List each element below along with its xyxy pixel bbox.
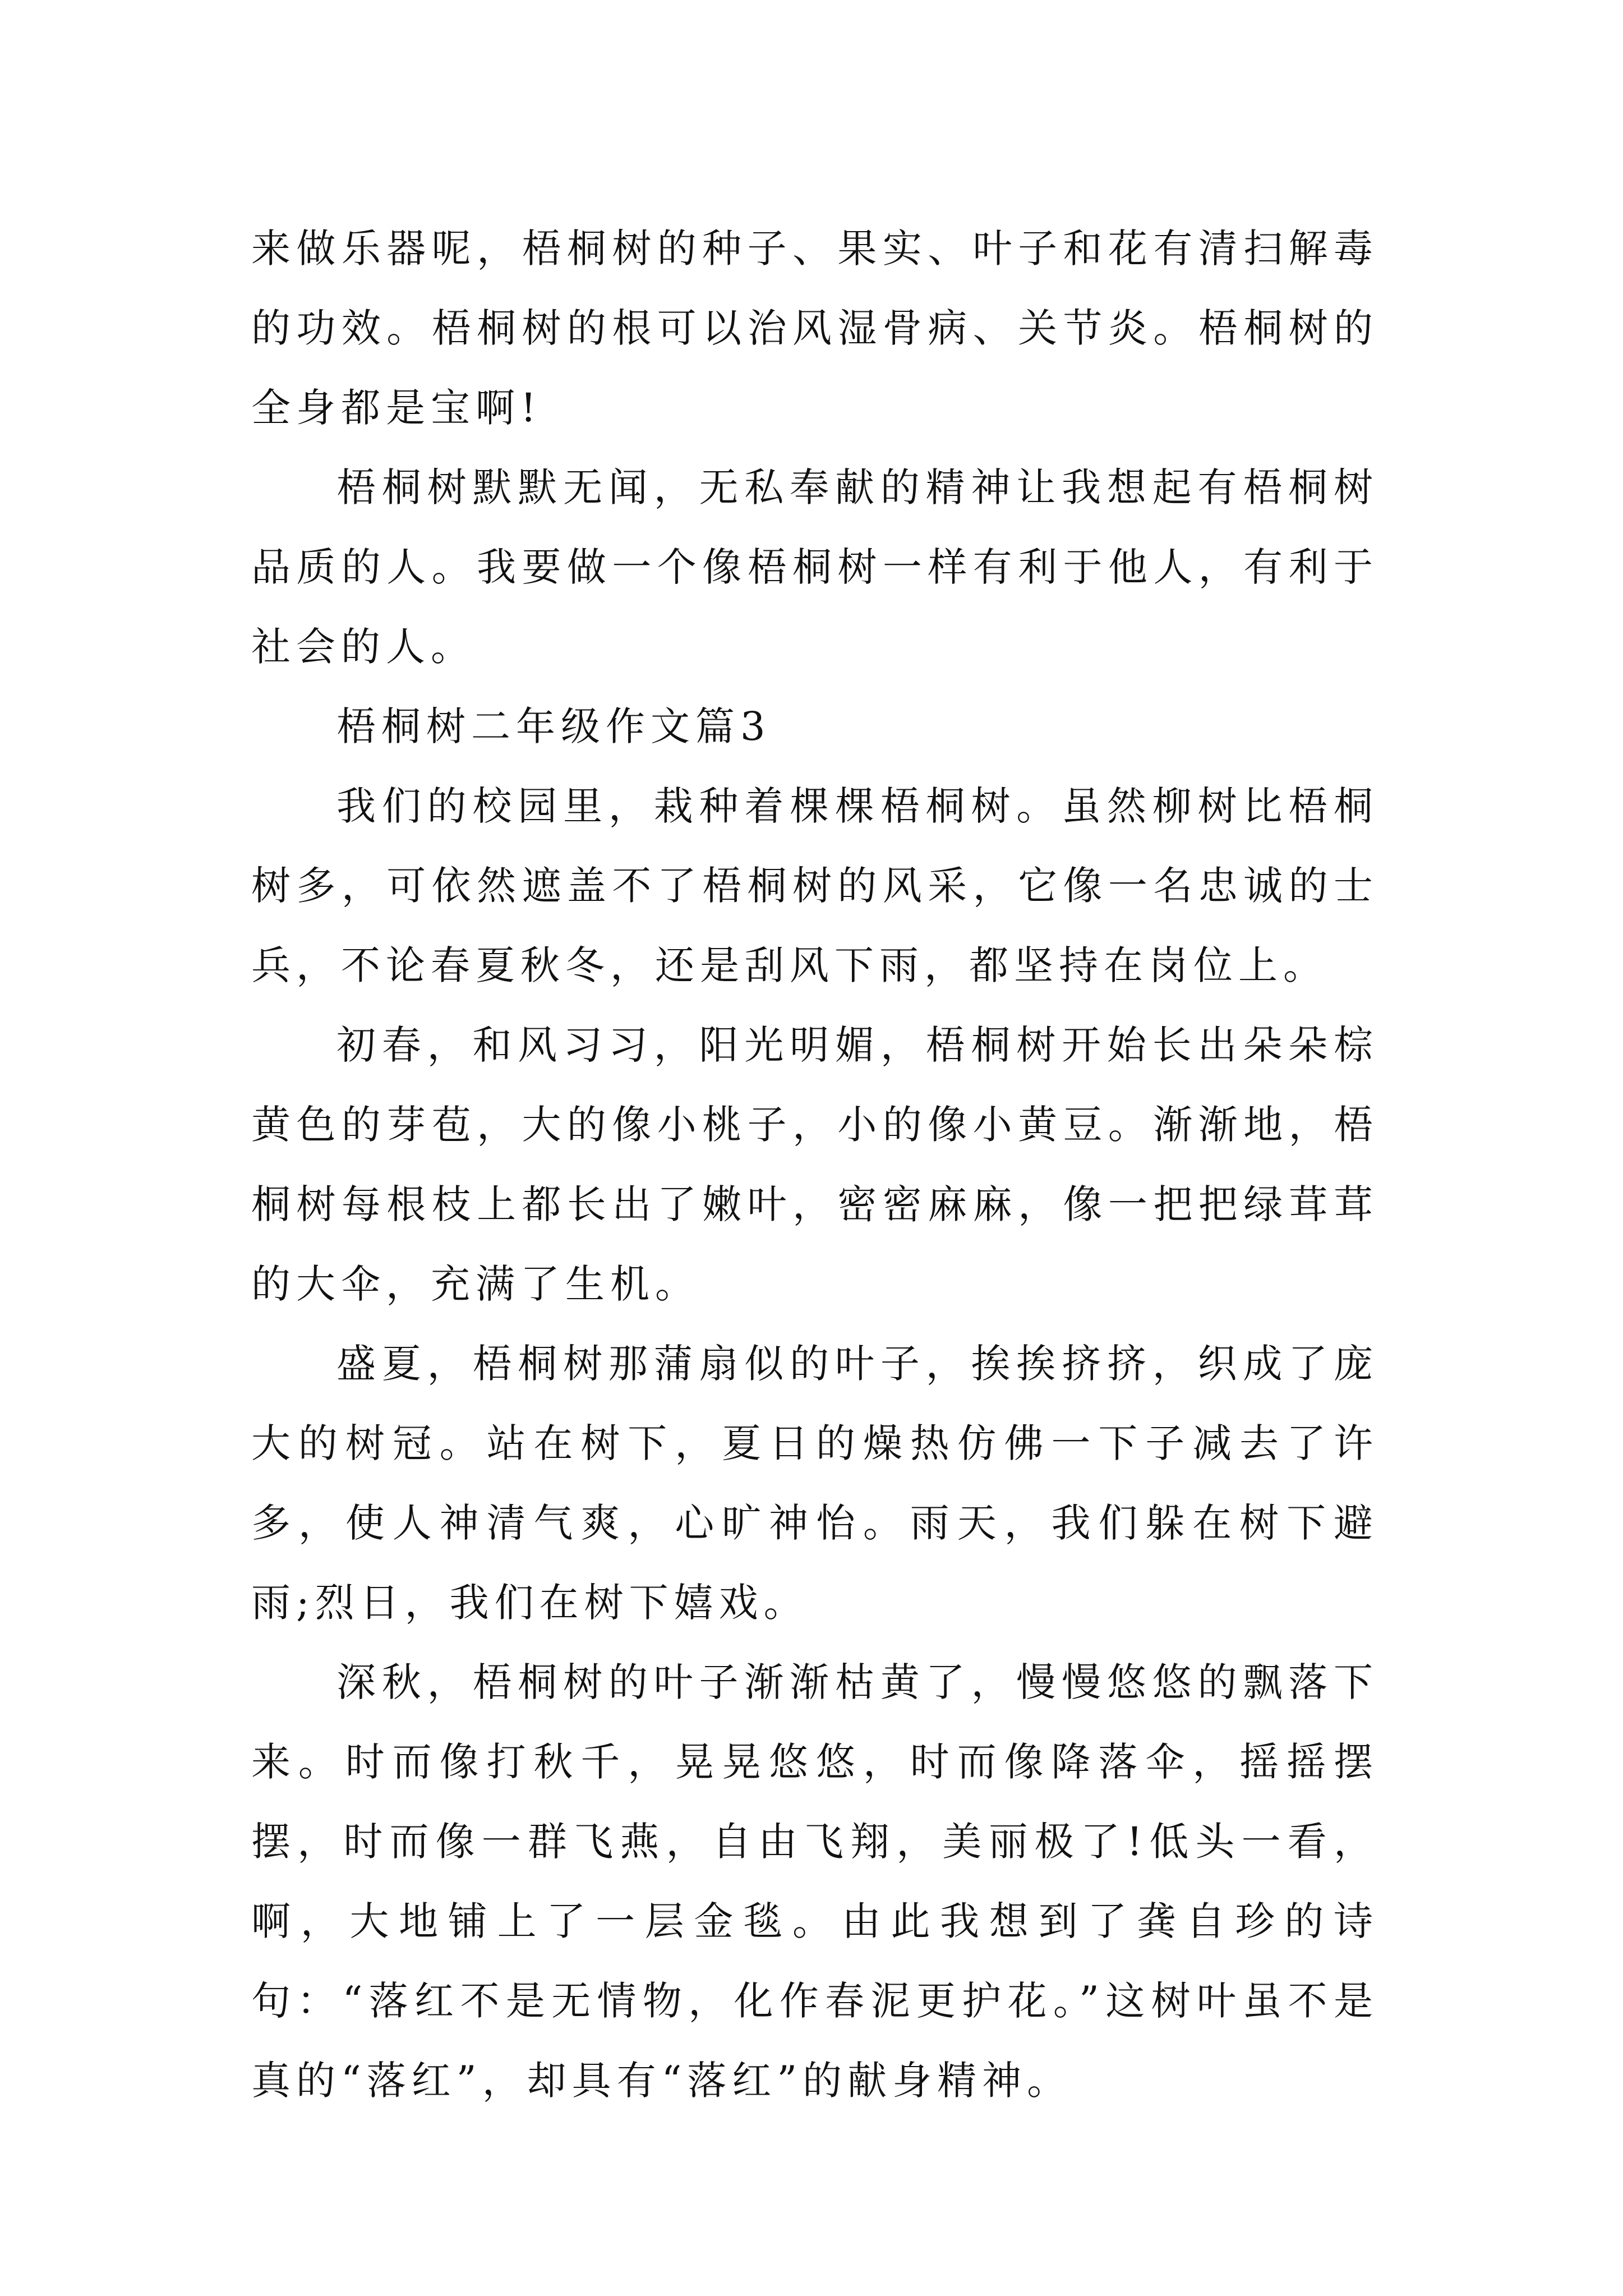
paragraph: 盛夏，梧桐树那蒲扇似的叶子，挨挨挤挤，织成了庞大的树冠。站在树下，夏日的燥热仿佛一下子减去了许多，使人神清气爽，心旷神怡。雨天，我们躲在树下避雨;烈日，我们在树下嬉戏。 [251, 1341, 1378, 1626]
section-heading: 梧桐树二年级作文篇3 [336, 703, 771, 749]
paragraph: 深秋，梧桐树的叶子渐渐枯黄了，慢慢悠悠的飘落下来。时而像打秋千，晃晃悠悠，时而像降落伞，摇摇摆摆，时而像一群飞燕，自由飞翔，美丽极了!低头一看，啊，大地铺上了一层金毯。由此我想到了龚自珍的诗句：“落红不是无情物，化作春泥更护花。”这树叶虽不是真的“落红”，却具有“落红”的献身精神。 [251, 1659, 1378, 2104]
paragraph: 我们的校园里，栽种着棵棵梧桐树。虽然柳树比梧桐树多，可依然遮盖不了梧桐树的风采，它像一名忠诚的士兵，不论春夏秋冬，还是刮风下雨，都坚持在岗位上。 [251, 783, 1378, 988]
document-body [251, 209, 1378, 2120]
paragraph-continuation: 来做乐器呢，梧桐树的种子、果实、叶子和花有清扫解毒的功效。梧桐树的根可以治风湿骨病、关节炎。梧桐树的全身都是宝啊! [251, 226, 1378, 431]
paragraph: 梧桐树默默无闻，无私奉献的精神让我想起有梧桐树品质的人。我要做一个像梧桐树一样有利于他人，有利于社会的人。 [251, 464, 1378, 670]
paragraph: 初春，和风习习，阳光明媚，梧桐树开始长出朵朵棕黄色的芽苞，大的像小桃子，小的像小黄豆。渐渐地，梧桐树每根枝上都长出了嫩叶，密密麻麻，像一把把绿茸茸的大伞，充满了生机。 [251, 1022, 1378, 1307]
